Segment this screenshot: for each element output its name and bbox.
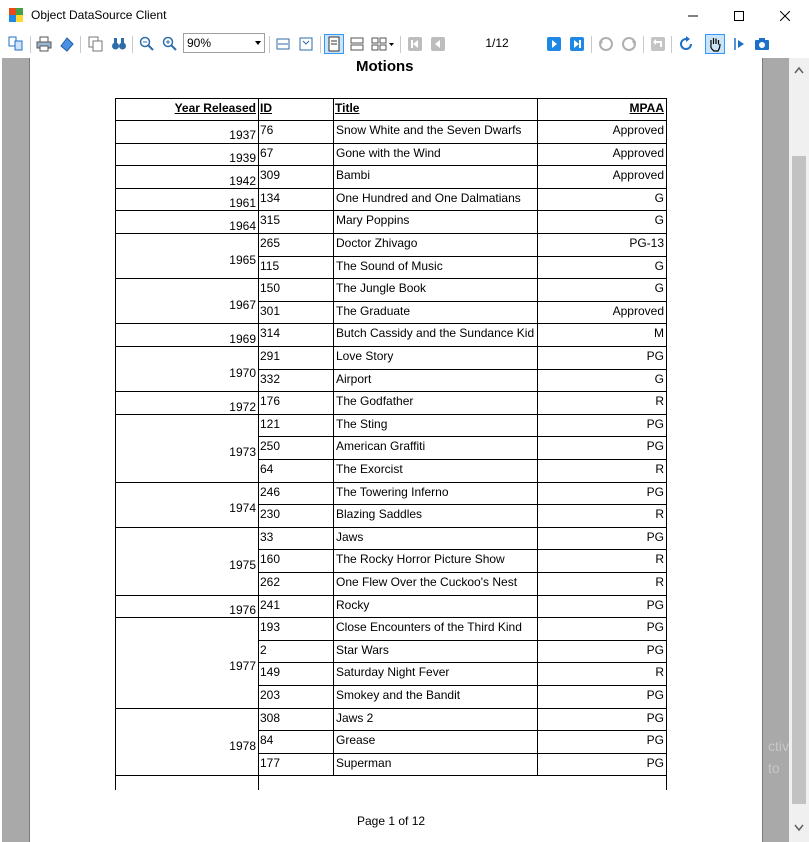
- row-divider: [258, 504, 666, 505]
- cell-id: 149: [260, 665, 281, 680]
- toolbar-separator: [591, 36, 592, 53]
- column-divider: [333, 98, 334, 775]
- pan-mode-button[interactable]: [705, 34, 725, 54]
- maximize-icon: [734, 11, 744, 21]
- chevron-down-icon: [255, 41, 261, 45]
- cell-mpaa: G: [654, 213, 664, 228]
- cell-mpaa: G: [654, 281, 664, 296]
- cell-mpaa: G: [654, 190, 664, 205]
- group-divider: [115, 323, 666, 324]
- cell-year: 1978: [229, 738, 256, 753]
- table-border-right: [666, 98, 667, 790]
- cell-id: 193: [260, 620, 281, 635]
- cell-title: Jaws 2: [336, 710, 374, 725]
- column-header-id: ID: [260, 101, 272, 115]
- table-border-top: [115, 98, 666, 99]
- cell-year: 1975: [229, 557, 256, 572]
- camera-icon: [754, 36, 770, 52]
- hand-icon: [707, 36, 723, 52]
- cell-mpaa: PG: [646, 597, 664, 612]
- cell-title: Close Encounters of the Third Kind: [336, 620, 522, 635]
- first-page-button[interactable]: [405, 34, 425, 54]
- cell-year: 1964: [229, 218, 256, 233]
- row-divider: [258, 549, 666, 550]
- cell-year: 1970: [229, 365, 256, 380]
- cell-id: 115: [260, 258, 280, 273]
- viewer-left-margin: [0, 58, 2, 842]
- group-divider: [115, 482, 666, 483]
- back-button[interactable]: [596, 34, 616, 54]
- toolbar-separator: [320, 36, 321, 53]
- zoom-value: 90%: [187, 36, 212, 50]
- cell-mpaa: PG: [646, 733, 664, 748]
- refresh-button[interactable]: [676, 34, 696, 54]
- next-page-button[interactable]: [544, 34, 564, 54]
- cell-title: Smokey and the Bandit: [336, 688, 461, 702]
- cell-id: 160: [260, 552, 281, 567]
- page-width-icon: [275, 36, 291, 52]
- column-header-year: Year Released: [174, 101, 256, 115]
- cell-id: 301: [260, 303, 281, 318]
- cell-mpaa: PG: [646, 642, 664, 657]
- report-title: Motions: [356, 58, 414, 75]
- group-divider: [115, 233, 666, 234]
- group-divider: [115, 414, 666, 415]
- cell-title: The Exorcist: [336, 462, 403, 476]
- cell-mpaa: PG: [646, 349, 664, 363]
- column-divider: [537, 98, 538, 775]
- cell-mpaa: Approved: [612, 168, 664, 183]
- selection-mode-button[interactable]: [729, 34, 749, 54]
- scrollbar-thumb[interactable]: [792, 156, 806, 804]
- cell-title: Superman: [336, 755, 392, 770]
- copy-button[interactable]: [86, 34, 106, 54]
- cell-id: 265: [260, 236, 281, 250]
- minimize-icon: [688, 11, 698, 21]
- cell-year: 1965: [229, 252, 256, 267]
- row-divider: [258, 662, 666, 663]
- row-divider: [258, 436, 666, 437]
- cell-id: 64: [260, 462, 274, 476]
- cell-title: Gone with the Wind: [336, 145, 441, 160]
- last-page-icon: [569, 36, 585, 52]
- cell-title: Mary Poppins: [336, 213, 410, 228]
- column-header-title: Title: [335, 101, 360, 115]
- cell-mpaa: PG: [646, 529, 664, 544]
- cell-id: 250: [260, 439, 281, 454]
- back-to-parent-button[interactable]: [648, 34, 668, 54]
- cell-id: 176: [260, 394, 281, 409]
- cell-title: The Rocky Horror Picture Show: [336, 552, 505, 567]
- toolbar-separator: [132, 36, 133, 53]
- group-divider: [115, 595, 666, 596]
- cell-mpaa: R: [655, 665, 664, 680]
- page-indicator[interactable]: 1/12: [485, 36, 509, 50]
- app-icon: [9, 8, 23, 22]
- row-divider: [258, 256, 666, 257]
- cell-mpaa: R: [655, 552, 664, 567]
- group-divider: [115, 346, 666, 347]
- cell-year: 1976: [229, 602, 256, 617]
- table-header-divider: [115, 120, 666, 121]
- toolbar-separator: [671, 36, 672, 53]
- cell-id: 134: [260, 190, 281, 205]
- back-arrow-icon: [650, 36, 666, 52]
- cell-year: 1939: [229, 150, 256, 165]
- cell-title: The Godfather: [336, 394, 414, 409]
- cell-mpaa: PG-13: [629, 236, 664, 250]
- cell-mpaa: G: [654, 258, 664, 273]
- cell-title: The Sting: [336, 416, 388, 431]
- column-divider: [258, 98, 259, 790]
- cell-id: 121: [260, 416, 281, 431]
- cell-id: 33: [260, 529, 274, 544]
- whole-page-button[interactable]: [296, 34, 316, 54]
- cell-id: 203: [260, 688, 281, 702]
- cell-mpaa: Approved: [612, 303, 664, 318]
- cell-year: 1961: [229, 196, 256, 211]
- cell-id: 309: [260, 168, 281, 183]
- page-width-button[interactable]: [273, 34, 293, 54]
- toolbar-separator: [400, 36, 401, 53]
- cell-title: Rocky: [336, 597, 370, 612]
- row-divider: [258, 572, 666, 573]
- cell-title: The Jungle Book: [336, 281, 427, 296]
- refresh-icon: [678, 36, 694, 52]
- row-divider: [258, 730, 666, 731]
- page-setup-icon: [59, 36, 75, 52]
- binoculars-icon: [111, 36, 127, 52]
- cell-title: The Graduate: [336, 303, 411, 318]
- cell-mpaa: R: [655, 394, 664, 409]
- row-divider: [258, 753, 666, 754]
- last-page-button[interactable]: [567, 34, 587, 54]
- zoom-in-button[interactable]: [160, 34, 180, 54]
- group-divider: [115, 617, 666, 618]
- cell-title: Grease: [336, 733, 376, 748]
- cell-year: 1977: [229, 659, 256, 674]
- snapshot-button[interactable]: [752, 34, 772, 54]
- cell-title: Jaws: [336, 529, 364, 544]
- copy-icon: [88, 36, 104, 52]
- maximize-button[interactable]: [716, 0, 762, 31]
- close-icon: [780, 11, 790, 21]
- continuous-page-button[interactable]: [347, 34, 367, 54]
- row-divider: [258, 369, 666, 370]
- whole-page-icon: [298, 36, 314, 52]
- zoom-out-button[interactable]: [137, 34, 157, 54]
- cell-mpaa: R: [655, 575, 664, 589]
- group-divider: [115, 165, 666, 166]
- cell-year: 1972: [229, 399, 256, 414]
- toolbar-separator: [269, 36, 270, 53]
- cell-title: Butch Cassidy and the Sundance Kid: [336, 326, 535, 341]
- cell-id: 314: [260, 326, 281, 341]
- toolbar-separator: [30, 36, 31, 53]
- group-divider: [115, 278, 666, 279]
- cell-id: 2: [260, 642, 267, 657]
- cell-title: The Sound of Music: [336, 258, 443, 273]
- row-divider: [258, 685, 666, 686]
- previous-page-button[interactable]: [428, 34, 448, 54]
- continuous-page-icon: [349, 36, 365, 52]
- cell-title: Star Wars: [336, 642, 389, 657]
- group-divider: [115, 391, 666, 392]
- cell-year: 1942: [229, 173, 256, 188]
- title-bar: [0, 0, 809, 31]
- multiple-pages-button[interactable]: [370, 34, 396, 54]
- cell-title: Doctor Zhivago: [336, 236, 418, 250]
- cell-year: 1937: [229, 128, 256, 143]
- cell-id: 230: [260, 507, 281, 522]
- cell-mpaa: R: [655, 507, 664, 522]
- undo-icon: [598, 36, 614, 52]
- scroll-down-icon[interactable]: [794, 824, 804, 832]
- print-button[interactable]: [34, 34, 54, 54]
- multiple-pages-icon: [371, 36, 395, 52]
- row-divider: [258, 640, 666, 641]
- redo-icon: [621, 36, 637, 52]
- text-cursor-icon: [731, 36, 747, 52]
- close-button[interactable]: [762, 0, 808, 31]
- cell-id: 308: [260, 710, 281, 725]
- page-setup-button[interactable]: [57, 34, 77, 54]
- next-page-icon: [546, 36, 562, 52]
- group-divider: [115, 188, 666, 189]
- cell-year: 1969: [229, 331, 256, 346]
- document-map-icon: [8, 36, 24, 52]
- cell-id: 150: [260, 281, 281, 296]
- cell-year: 1973: [229, 444, 256, 459]
- row-divider: [258, 301, 666, 302]
- single-page-button[interactable]: [324, 34, 344, 54]
- cell-mpaa: PG: [646, 688, 664, 702]
- cell-title: Airport: [336, 371, 372, 386]
- group-divider: [115, 775, 666, 776]
- cell-mpaa: PG: [646, 710, 664, 725]
- window-title: Object DataSource Client: [31, 8, 167, 22]
- watermark-text: ctiv to: [768, 738, 789, 776]
- cell-mpaa: PG: [646, 620, 664, 635]
- cell-id: 177: [260, 755, 281, 770]
- group-divider: [115, 143, 666, 144]
- forward-button[interactable]: [619, 34, 639, 54]
- group-divider: [115, 210, 666, 211]
- cell-title: American Graffiti: [336, 439, 426, 454]
- cell-year: 1967: [229, 297, 256, 312]
- zoom-out-icon: [139, 36, 155, 52]
- zoom-in-icon: [162, 36, 178, 52]
- cell-id: 291: [260, 349, 281, 363]
- scroll-up-icon[interactable]: [794, 66, 804, 74]
- single-page-icon: [326, 36, 342, 52]
- first-page-icon: [407, 36, 423, 52]
- vertical-scrollbar[interactable]: [789, 58, 809, 842]
- cell-title: Bambi: [336, 168, 371, 183]
- cell-title: One Flew Over the Cuckoo's Nest: [336, 575, 518, 589]
- cell-mpaa: PG: [646, 439, 664, 454]
- group-divider: [115, 527, 666, 528]
- cell-id: 241: [260, 597, 281, 612]
- cell-title: One Hundred and One Dalmatians: [336, 190, 521, 205]
- cell-year: 1974: [229, 501, 256, 516]
- cell-id: 67: [260, 145, 274, 160]
- cell-id: 332: [260, 371, 281, 386]
- row-divider: [258, 459, 666, 460]
- find-button[interactable]: [109, 34, 129, 54]
- cell-title: The Towering Inferno: [336, 484, 449, 499]
- toolbar-separator: [643, 36, 644, 53]
- column-header-mpaa: MPAA: [629, 101, 664, 115]
- cell-id: 76: [260, 123, 274, 137]
- cell-mpaa: Approved: [612, 123, 664, 137]
- document-map-button[interactable]: [6, 34, 26, 54]
- page-footer: Page 1 of 12: [357, 814, 426, 828]
- cell-id: 315: [260, 213, 281, 228]
- cell-id: 262: [260, 575, 281, 589]
- cell-id: 84: [260, 733, 274, 748]
- cell-mpaa: G: [654, 371, 664, 386]
- cell-mpaa: PG: [646, 416, 664, 431]
- cell-title: Blazing Saddles: [336, 507, 423, 522]
- cell-mpaa: PG: [646, 755, 664, 770]
- table-border-left: [115, 98, 116, 790]
- cell-title: Saturday Night Fever: [336, 665, 450, 680]
- group-divider: [115, 708, 666, 709]
- cell-id: 246: [260, 484, 281, 499]
- cell-mpaa: PG: [646, 484, 664, 499]
- cell-mpaa: M: [654, 326, 664, 341]
- cell-mpaa: R: [655, 462, 664, 476]
- minimize-button[interactable]: [670, 0, 716, 31]
- cell-title: Love Story: [336, 349, 394, 363]
- toolbar-separator: [80, 36, 81, 53]
- previous-page-icon: [430, 36, 446, 52]
- cell-mpaa: Approved: [612, 145, 664, 160]
- printer-icon: [36, 36, 52, 52]
- cell-title: Snow White and the Seven Dwarfs: [336, 123, 522, 137]
- zoom-select[interactable]: [183, 33, 265, 53]
